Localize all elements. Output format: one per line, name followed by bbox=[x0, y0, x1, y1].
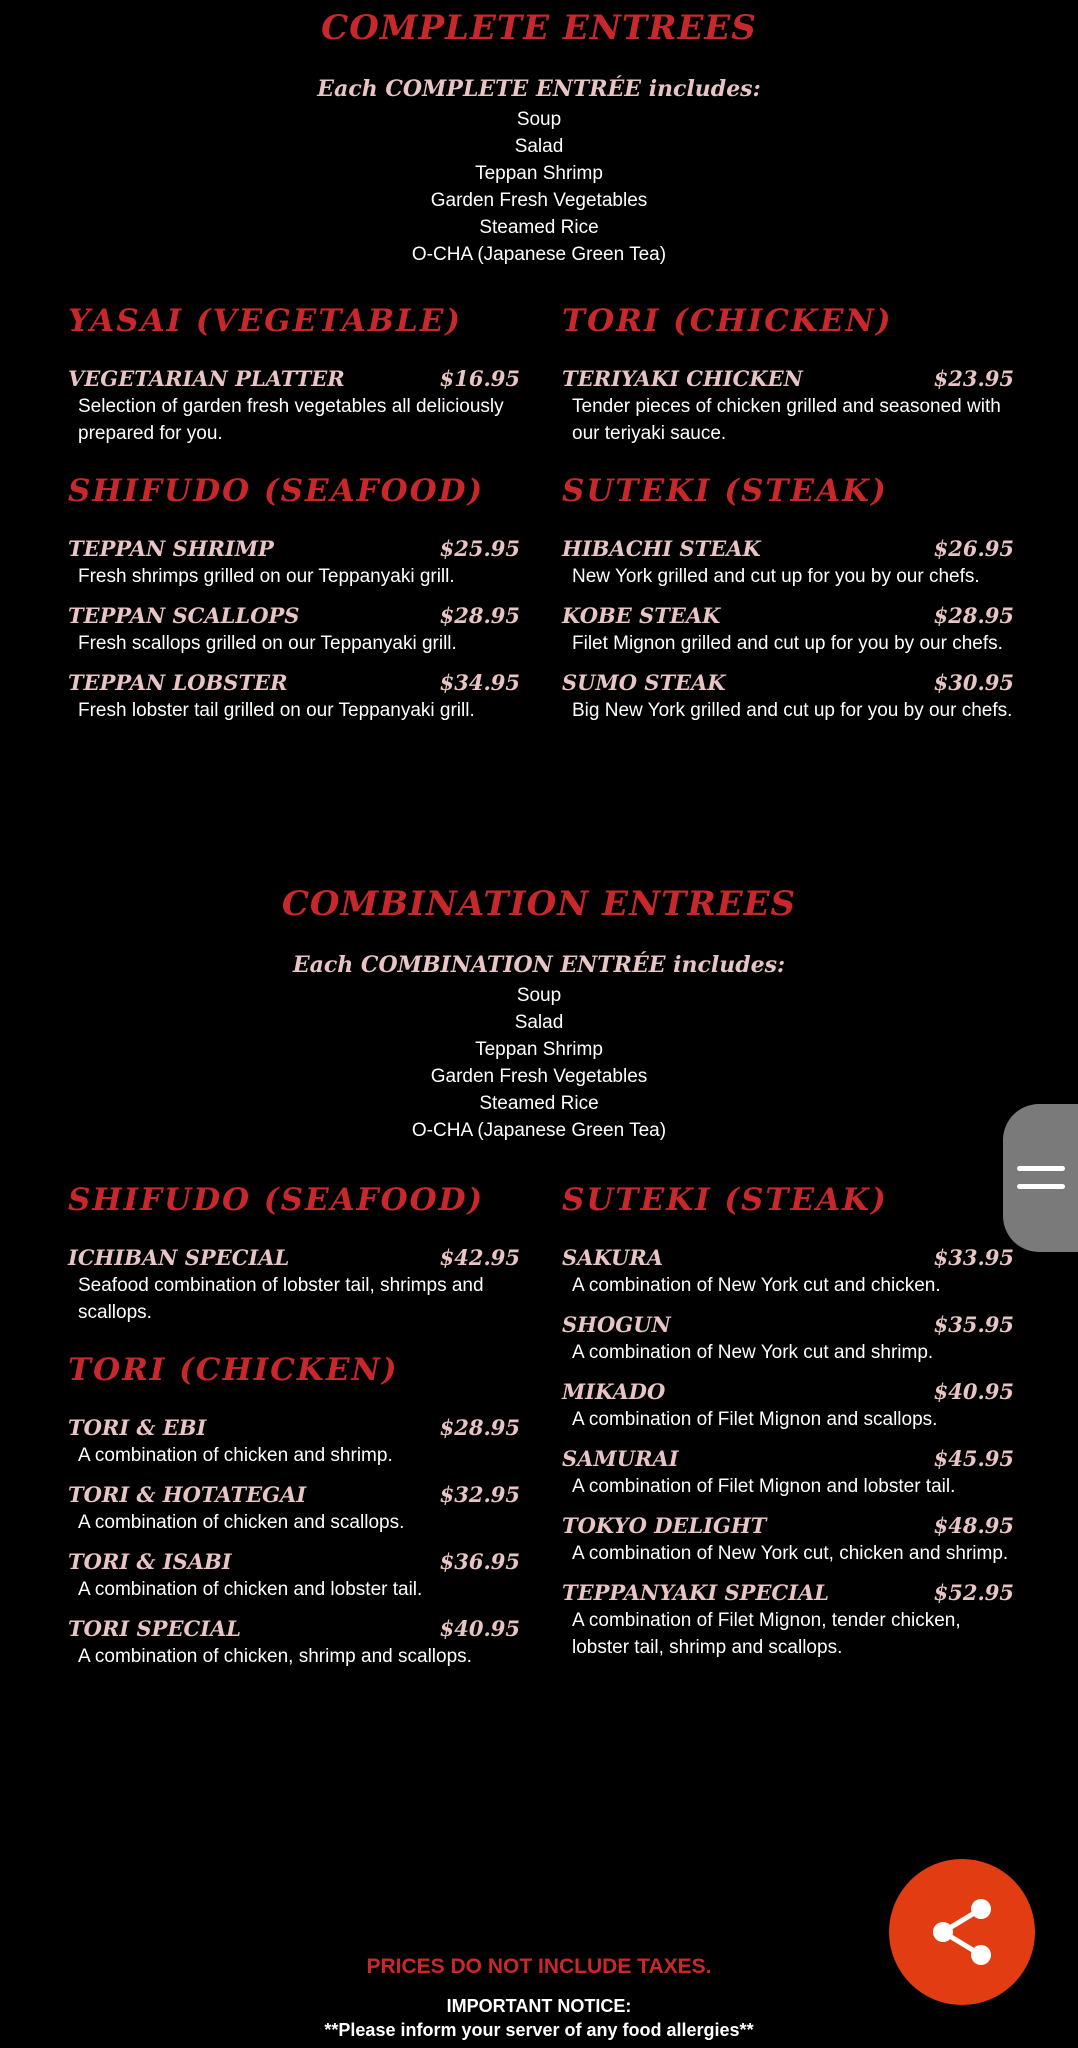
menu-item bbox=[68, 1244, 520, 1326]
category-heading: SHIFUDO (SEAFOOD) bbox=[68, 473, 485, 509]
item-description: A combination of Filet Mignon and scallops. bbox=[572, 1409, 938, 1430]
item-price: $32.95 bbox=[439, 1482, 520, 1507]
item-name: TORI & HOTATEGAI bbox=[68, 1482, 307, 1507]
share-icon bbox=[889, 1859, 1035, 2005]
include-item: Garden Fresh Vegetables bbox=[430, 190, 648, 211]
include-item: Teppan Shrimp bbox=[475, 1039, 603, 1060]
include-item: O-CHA (Japanese Green Tea) bbox=[411, 1120, 667, 1141]
menu-item bbox=[562, 602, 1014, 657]
complete-left-column bbox=[68, 301, 520, 724]
menu-item bbox=[562, 1311, 1014, 1366]
item-name: TOKYO DELIGHT bbox=[562, 1513, 767, 1538]
item-description: Big New York grilled and cut up for you by our chefs. bbox=[572, 700, 1013, 721]
item-name: HIBACHI STEAK bbox=[562, 536, 761, 561]
side-drag-handle[interactable] bbox=[1003, 1104, 1078, 1252]
include-item: Steamed Rice bbox=[479, 1093, 599, 1114]
item-name: VEGETARIAN PLATTER bbox=[68, 366, 345, 391]
item-price: $34.95 bbox=[439, 670, 520, 695]
item-description: Seafood combination of lobster tail, shrimps and scallops. bbox=[78, 1275, 484, 1323]
item-price: $23.95 bbox=[933, 366, 1014, 391]
item-name: TERIYAKI CHICKEN bbox=[562, 366, 803, 391]
item-description: New York grilled and cut up for you by our chefs. bbox=[572, 566, 980, 587]
menu-item bbox=[68, 669, 520, 724]
menu-item bbox=[68, 1414, 520, 1469]
include-item: Soup bbox=[516, 109, 562, 130]
item-description: A combination of chicken and lobster tail. bbox=[78, 1579, 423, 1600]
combination-right-column bbox=[562, 1180, 1014, 1661]
complete-includes bbox=[0, 74, 1078, 268]
menu-item bbox=[562, 1512, 1014, 1567]
menu-item bbox=[562, 669, 1014, 724]
item-description: A combination of chicken and scallops. bbox=[78, 1512, 405, 1533]
menu-item bbox=[562, 1579, 1014, 1661]
item-name: TORI & ISABI bbox=[68, 1549, 232, 1574]
item-name: SAMURAI bbox=[562, 1446, 679, 1471]
menu-item bbox=[68, 1481, 520, 1536]
item-price: $45.95 bbox=[933, 1446, 1014, 1471]
item-name: ICHIBAN SPECIAL bbox=[68, 1245, 290, 1270]
item-price: $33.95 bbox=[933, 1245, 1014, 1270]
include-item: Steamed Rice bbox=[479, 217, 599, 238]
item-description: A combination of chicken, shrimp and scallops. bbox=[78, 1646, 472, 1667]
item-price: $16.95 bbox=[439, 366, 520, 391]
include-item: Salad bbox=[514, 136, 564, 157]
item-description: A combination of Filet Mignon and lobster tail. bbox=[572, 1476, 956, 1497]
item-description: A combination of chicken and shrimp. bbox=[78, 1445, 393, 1466]
item-price: $30.95 bbox=[933, 670, 1014, 695]
item-description: Tender pieces of chicken grilled and seasoned with our teriyaki sauce. bbox=[572, 396, 1001, 444]
combination-entrees-title: COMBINATION ENTREES bbox=[281, 884, 797, 924]
taxes-notice: PRICES DO NOT INCLUDE TAXES. bbox=[366, 1955, 712, 1978]
item-price: $36.95 bbox=[439, 1549, 520, 1574]
menu-item bbox=[68, 1615, 520, 1670]
important-notice-title: IMPORTANT NOTICE: bbox=[446, 1996, 632, 2016]
combination-includes-heading: Each COMBINATION ENTRÉE includes: bbox=[292, 952, 786, 978]
allergy-notice: **Please inform your server of any food allergies** bbox=[324, 2020, 754, 2040]
item-description: A combination of Filet Mignon, tender chicken, lobster tail, shrimp and scallops. bbox=[572, 1610, 961, 1658]
combination-left-column bbox=[68, 1180, 520, 1670]
menu-item bbox=[562, 1378, 1014, 1433]
complete-entrees-title: COMPLETE ENTREES bbox=[321, 8, 757, 48]
menu-item bbox=[68, 1548, 520, 1603]
item-price: $42.95 bbox=[439, 1245, 520, 1270]
item-description: Selection of garden fresh vegetables all deliciously prepared for you. bbox=[78, 396, 504, 444]
item-name: TEPPAN SHRIMP bbox=[68, 536, 274, 561]
item-price: $28.95 bbox=[439, 603, 520, 628]
menu-item bbox=[562, 1445, 1014, 1500]
category-heading: SHIFUDO (SEAFOOD) bbox=[68, 1182, 485, 1218]
item-name: SUMO STEAK bbox=[562, 670, 726, 695]
menu-item bbox=[562, 535, 1014, 590]
item-description: Fresh scallops grilled on our Teppanyaki grill. bbox=[78, 633, 457, 654]
item-price: $40.95 bbox=[439, 1616, 520, 1641]
item-name: KOBE STEAK bbox=[562, 603, 721, 628]
item-name: TEPPAN LOBSTER bbox=[68, 670, 288, 695]
menu-item bbox=[68, 365, 520, 447]
category-heading: TORI (CHICKEN) bbox=[68, 1352, 399, 1388]
item-name: TEPPANYAKI SPECIAL bbox=[562, 1580, 830, 1605]
item-price: $28.95 bbox=[439, 1415, 520, 1440]
menu-item bbox=[562, 1244, 1014, 1299]
item-name: MIKADO bbox=[562, 1379, 666, 1404]
item-price: $28.95 bbox=[933, 603, 1014, 628]
include-item: O-CHA (Japanese Green Tea) bbox=[411, 244, 667, 265]
include-item: Salad bbox=[514, 1012, 564, 1033]
menu-item bbox=[68, 602, 520, 657]
item-price: $48.95 bbox=[933, 1513, 1014, 1538]
item-price: $35.95 bbox=[933, 1312, 1014, 1337]
complete-right-column bbox=[562, 301, 1014, 724]
category-heading: SUTEKI (STEAK) bbox=[562, 473, 888, 509]
item-description: Fresh lobster tail grilled on our Teppanyaki grill. bbox=[78, 700, 475, 721]
combination-includes bbox=[0, 950, 1078, 1144]
item-description: A combination of New York cut, chicken and shrimp. bbox=[572, 1543, 1009, 1564]
item-price: $25.95 bbox=[439, 536, 520, 561]
item-description: A combination of New York cut and chicken. bbox=[572, 1275, 941, 1296]
category-heading: SUTEKI (STEAK) bbox=[562, 1182, 888, 1218]
item-description: Filet Mignon grilled and cut up for you by our chefs. bbox=[572, 633, 1003, 654]
menu-item bbox=[562, 365, 1014, 447]
share-button[interactable] bbox=[889, 1859, 1035, 2005]
item-name: TORI & EBI bbox=[68, 1415, 207, 1440]
item-name: TORI SPECIAL bbox=[68, 1616, 242, 1641]
item-description: Fresh shrimps grilled on our Teppanyaki grill. bbox=[78, 566, 455, 587]
include-item: Garden Fresh Vegetables bbox=[430, 1066, 648, 1087]
item-name: SHOGUN bbox=[562, 1312, 671, 1337]
category-heading: YASAI (VEGETABLE) bbox=[68, 303, 463, 339]
complete-includes-heading: Each COMPLETE ENTRÉE includes: bbox=[317, 76, 761, 102]
category-heading: TORI (CHICKEN) bbox=[562, 303, 893, 339]
item-price: $40.95 bbox=[933, 1379, 1014, 1404]
menu-item bbox=[68, 535, 520, 590]
include-item: Teppan Shrimp bbox=[475, 163, 603, 184]
item-description: A combination of New York cut and shrimp. bbox=[572, 1342, 934, 1363]
item-price: $26.95 bbox=[933, 536, 1014, 561]
item-name: TEPPAN SCALLOPS bbox=[68, 603, 300, 628]
item-name: SAKURA bbox=[562, 1245, 664, 1270]
include-item: Soup bbox=[516, 985, 562, 1006]
item-price: $52.95 bbox=[933, 1580, 1014, 1605]
